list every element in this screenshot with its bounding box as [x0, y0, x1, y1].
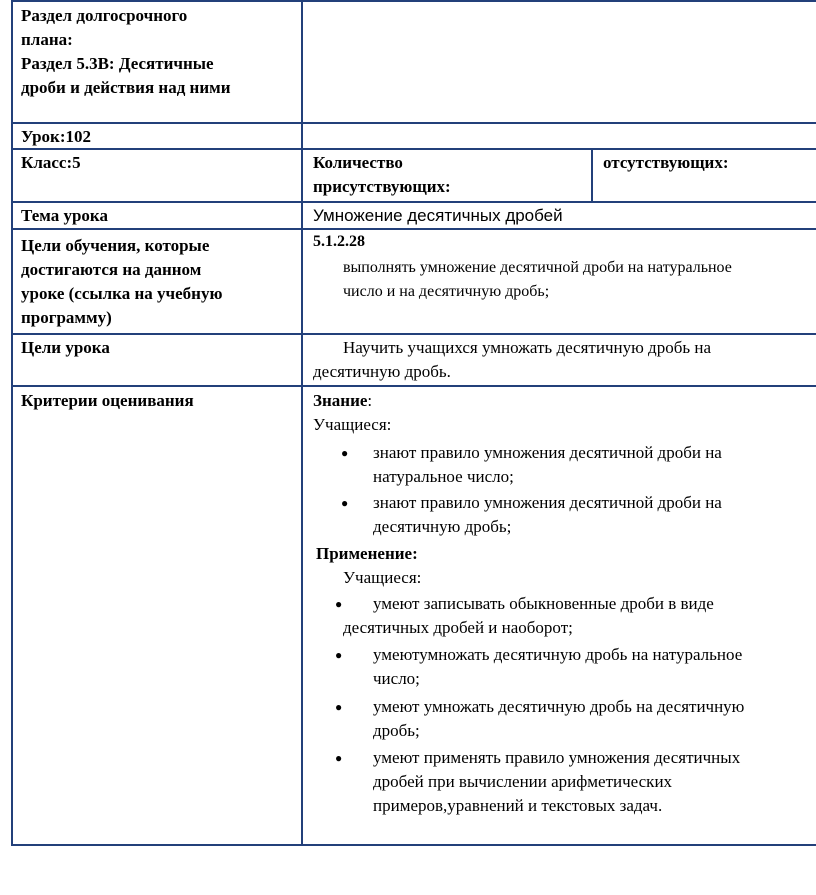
lesson-number-label: Урок:102 [21, 127, 91, 146]
class-label: Класс:5 [21, 153, 81, 172]
topic-label: Тема урока [21, 206, 108, 225]
knowledge-heading [313, 389, 372, 413]
objectives-label-line4: программу) [21, 308, 112, 327]
knowledge-title: Знание [313, 391, 368, 410]
section-label-line2: плана: [21, 30, 73, 49]
objective-code: 5.1.2.28 [313, 233, 365, 250]
section-label-line4: дроби и действия над ними [21, 78, 231, 97]
application-item-1-line1: умеют записывать обыкновенные дроби в виде [373, 594, 714, 613]
objectives-label-line3: уроке (ссылка на учебную [21, 284, 223, 303]
table-border-left [11, 0, 13, 846]
bullet-icon: ● [335, 597, 343, 611]
criteria-label: Критерии оценивания [21, 391, 194, 410]
table-border-top [11, 0, 816, 2]
column-border [591, 148, 593, 203]
application-title: Применение: [316, 544, 418, 563]
goals-text-line1: Научить учащихся умножать десятичную дробь на [343, 338, 711, 357]
bullet-icon: ● [341, 496, 349, 510]
row-border [11, 201, 816, 203]
knowledge-colon: : [367, 391, 373, 410]
row-border [11, 228, 816, 230]
knowledge-item-2-line1: знают правило умножения десятичной дроби на [373, 493, 722, 512]
bullet-icon: ● [341, 446, 349, 460]
knowledge-item-1-line1: знают правило умножения десятичной дроби на [373, 443, 722, 462]
application-item-4-line3: примеров,уравнений и текстовых задач. [373, 796, 663, 815]
application-item-4-line1: умеют применять правило умножения десятичных [373, 748, 741, 767]
application-item-1-line2: десятичных дробей и наоборот; [343, 618, 573, 637]
knowledge-item-2-line2: десятичную дробь; [373, 517, 512, 536]
knowledge-item-1-line2: натуральное число; [373, 467, 514, 486]
column-border [301, 0, 303, 846]
present-label-line1: Количество [313, 153, 403, 172]
application-item-2-line1: умеютумножать десятичную дробь на натуральное [373, 645, 743, 664]
row-border [11, 333, 816, 335]
goals-label: Цели урока [21, 338, 110, 357]
objectives-label-line1: Цели обучения, которые [21, 236, 210, 255]
application-subtitle: Учащиеся: [343, 568, 422, 587]
application-item-4-line2: дробей при вычислении арифметических [373, 772, 673, 791]
row-border [11, 122, 816, 124]
row-border [11, 148, 816, 150]
knowledge-subtitle: Учащиеся: [313, 415, 392, 434]
bullet-icon: ● [335, 648, 343, 662]
table-border-bottom [11, 844, 816, 846]
bullet-icon: ● [335, 751, 343, 765]
goals-text-line2: десятичную дробь. [313, 362, 451, 381]
row-border [11, 385, 816, 387]
section-label-line1: Раздел долгосрочного [21, 6, 188, 25]
bullet-icon: ● [335, 700, 343, 714]
application-item-3-line2: дробь; [373, 721, 420, 740]
application-item-3-line1: умеют умножать десятичную дробь на десятичную [373, 697, 745, 716]
present-label-line2: присутствующих: [313, 177, 451, 196]
section-label-line3: Раздел 5.3В: Десятичные [21, 54, 214, 73]
objective-text-line1: выполнять умножение десятичной дроби на натуральное [343, 259, 732, 276]
application-item-2-line2: число; [373, 669, 420, 688]
lesson-plan-table [11, 0, 816, 846]
objectives-label-line2: достигаются на данном [21, 260, 202, 279]
topic-value: Умножение десятичных дробей [313, 206, 563, 225]
absent-label: отсутствующих: [603, 153, 729, 172]
objective-text-line2: число и на десятичную дробь; [343, 283, 550, 300]
